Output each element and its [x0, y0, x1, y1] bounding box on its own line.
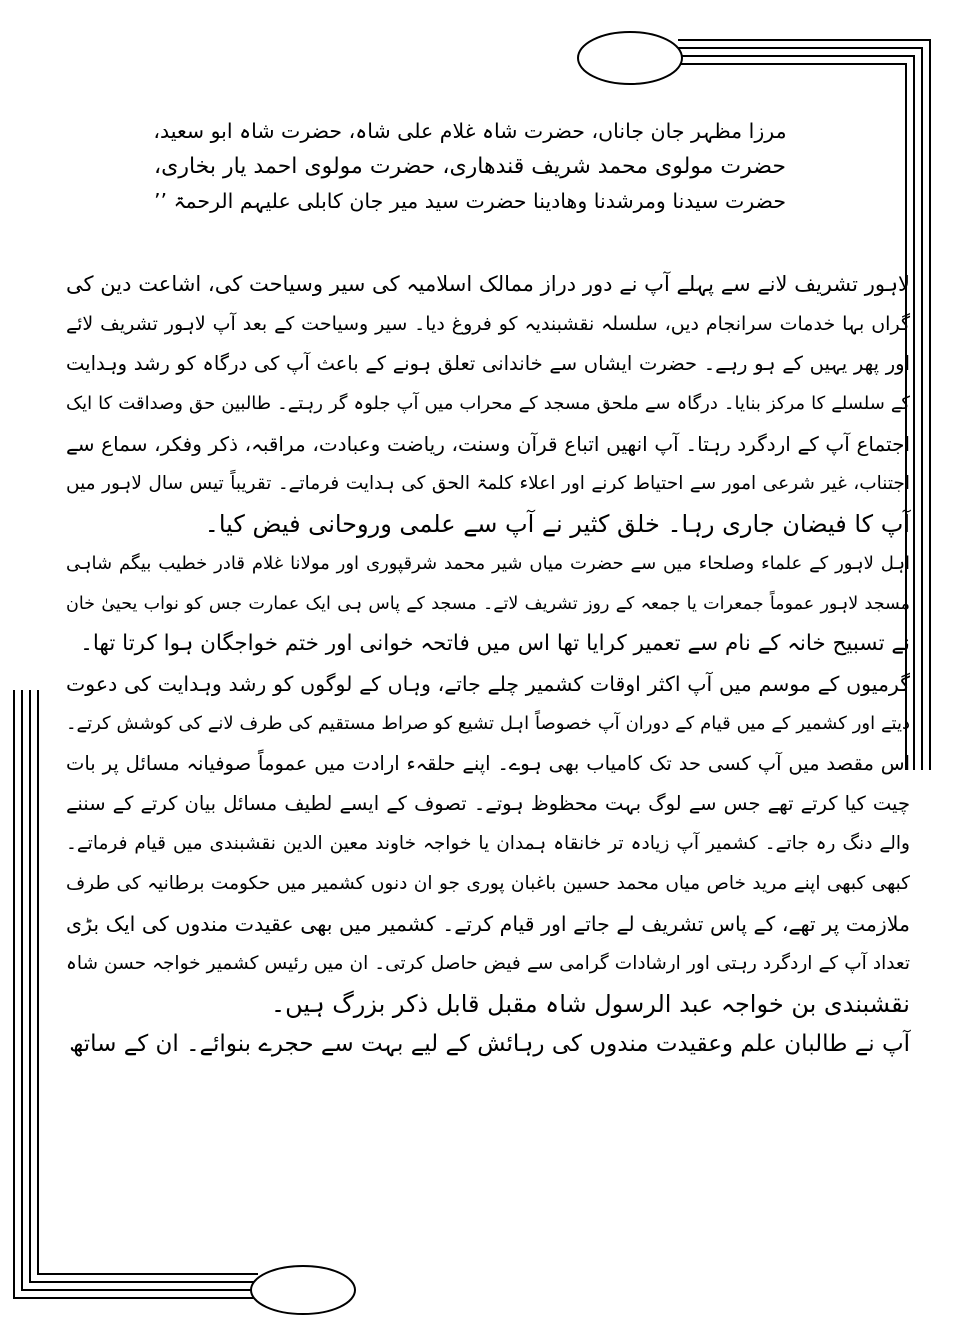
text-line: آپ نے طالبان علم وعقیدت مندوں کی رہائش کے لیے بہت سے حجرے بنوائے۔ ان کے ساتھ: [69, 1031, 910, 1057]
heading-names: [150, 114, 790, 219]
text-line: مسجد لاہور عموماً جمعرات یا جمعہ کے روز تشریف لاتے۔ مسجد کے پاس ہی ایک عمارت جس کو نواب یحییٰ خان: [66, 594, 910, 614]
heading-line: مرزا مظہر جان جاناں، حضرت شاہ غلام علی شاہ، حضرت شاہ ابو سعید،: [153, 119, 787, 143]
text-line: دیتے اور کشمیر کے میں قیام کے دوران آپ خصوصاً اہل تشیع کو صراط مستقیم کی طرف لانے کی کوشش کرتے۔: [66, 713, 910, 734]
text-line: گراں بہا خدمات سرانجام دیں، سلسلہ نقشبندیہ کو فروغ دیا۔ سیر وسیاحت کے بعد آپ لاہور تشریف لائے: [66, 313, 910, 335]
paragraph-3: [66, 664, 910, 1024]
heading-line: حضرت مولوی محمد شریف قندھاری، حضرت مولوی احمد یار بخاری،: [154, 154, 786, 179]
text-line: آپ کا فیضان جاری رہا۔ خلق کثیر نے آپ سے علمی وروحانی فیض کیا۔: [204, 510, 910, 538]
paragraph-4: [66, 1024, 910, 1064]
body-text: [66, 264, 910, 1064]
text-line: اور پھر یہیں کے ہو رہے۔ حضرت ایشاں سے خاندانی تعلق ہونے کے باعث آپ کی درگاہ کو رشد وہدایت: [66, 352, 910, 375]
text-line: کبھی کبھی اپنے مرید خاص میاں محمد حسین باغبان پوری جو ان دنوں کشمیر میں حکومت برطانیہ کی طرف: [66, 873, 910, 894]
text-line: چیت کیا کرتے تھے جس سے لوگ بہت محظوظ ہوتے۔ تصوف کے ایسے لطیف مسائل بیان کرتے کے سننے: [66, 792, 910, 815]
text-line: نقشبندی بن خواجہ عبد الرسول شاہ مقبل قابل ذکر بزرگ ہیں۔: [271, 990, 910, 1018]
text-line: ملازمت پر تھے، کے پاس تشریف لے جاتے اور قیام کرتے۔ کشمیر میں بھی عقیدت مندوں کی ایک بڑی: [66, 912, 910, 936]
top-oval-ornament: [578, 32, 682, 84]
text-line: اجتماع آپ کے اردگرد رہتا۔ آپ انھیں اتباع قرآن وسنت، ریاضت وعبادت، مراقبہ، ذکر وفکر، سماع سے: [66, 432, 910, 456]
paragraph-2: [66, 544, 910, 664]
heading-line: حضرت سیدنا ومرشدنا وھادینا حضرت سید میر جان کابلی علیہم الرحمۃ ’’: [153, 189, 787, 213]
text-line: کے سلسلے کا مرکز بنایا۔ درگاہ سے ملحق مسجد کے محراب میں آپ جلوہ گر رہتے۔ طالبین حق وصداقت کا ایک: [66, 393, 910, 414]
text-line: اجتناب، غیر شرعی امور سے احتیاط کرنے اور اعلاء کلمۃ الحق کی ہدایت فرماتے۔ تقریباً تیس سال لاہور میں: [66, 473, 910, 494]
text-line: گرمیوں کے موسم میں آپ اکثر اوقات کشمیر چلے جاتے، وہاں کے لوگوں کو رشد وہدایت کی دعوت: [66, 672, 910, 696]
text-line: لاہور تشریف لانے سے پہلے آپ نے دور دراز ممالک اسلامیہ کی سیر وسیاحت کی، اشاعت دین کی: [66, 272, 910, 296]
paragraph-1: [66, 264, 910, 544]
text-line: اس مقصد میں آپ کسی حد تک کامیاب بھی ہوے۔ اپنے حلقہء ارادت میں عموماً صوفیانہ مسائل پر بات: [66, 752, 910, 775]
text-line: والے دنگ رہ جاتے۔ کشمیر آپ زیادہ تر خانقاہ ہمدان یا خواجہ خاوند معین الدین نقشبندی میں قیام فرماتے۔: [66, 833, 910, 854]
text-line: اہل لاہور کے علماء وصلحاء میں سے حضرت میاں شیر محمد شرقپوری اور مولانا غلام قادر خطیب بیگم شاہی: [66, 553, 910, 574]
text-line: نے تسبیح خانہ کے نام سے تعمیر کرایا تھا اس میں فاتحہ خوانی اور ختم خواجگان ہوا کرتا تھا۔: [80, 631, 910, 656]
text-line: تعداد آپ کے اردگرد رہتی اور ارشادات گرامی سے فیض حاصل کرتی۔ ان میں رئیس کشمیر خواجہ حسن شاہ: [66, 953, 910, 974]
bottom-oval-ornament: [251, 1266, 355, 1314]
